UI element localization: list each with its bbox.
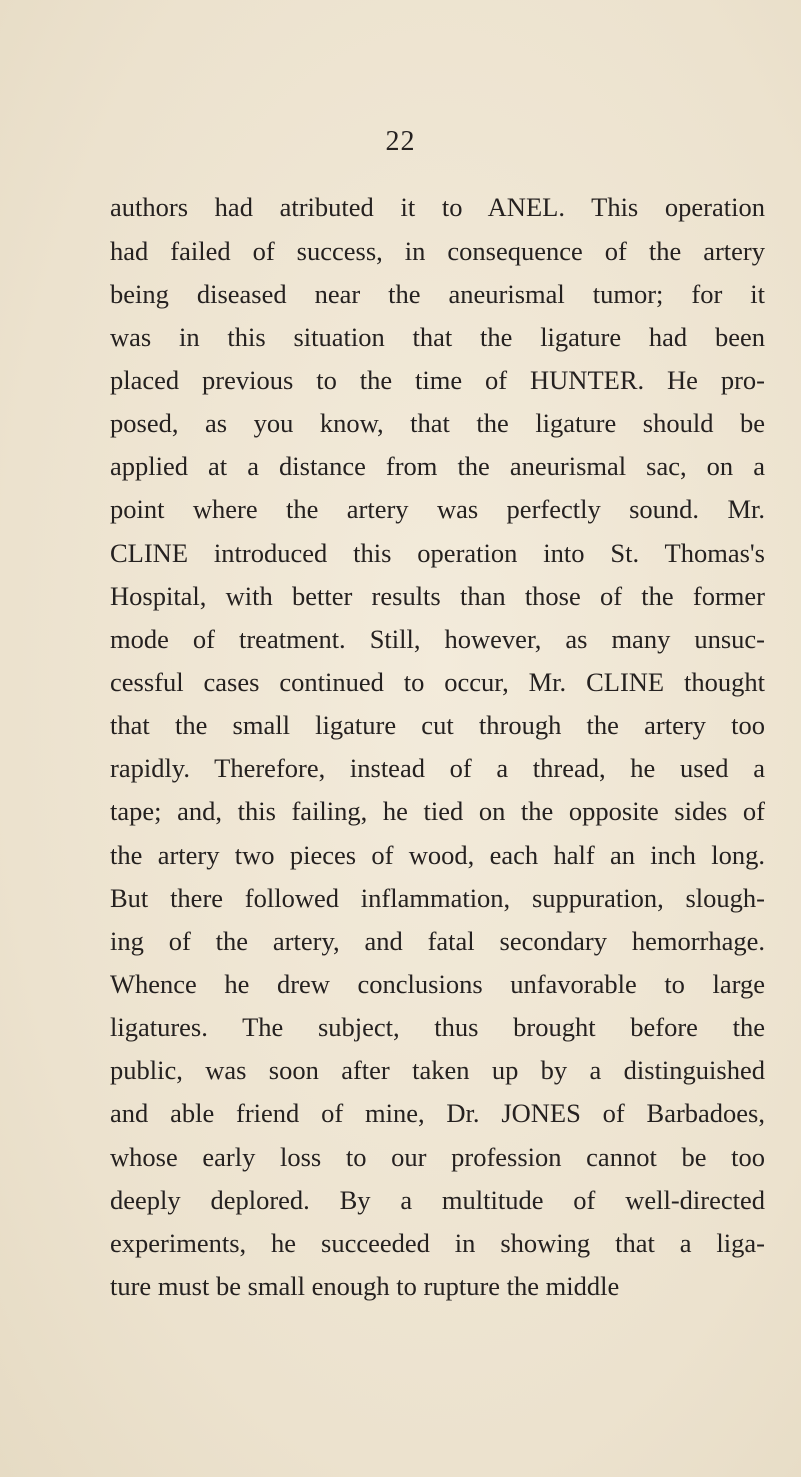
text-line: public, was soon after taken up by a distinguished (110, 1055, 765, 1085)
text-line: But there followed inflammation, suppuration, slough- (110, 883, 765, 913)
text-line: had failed of success, in consequence of the artery (110, 236, 765, 266)
text-line: being diseased near the aneurismal tumor; for it (110, 279, 765, 309)
text-line: ligatures. The subject, thus brought before the (110, 1012, 765, 1042)
text-line: the artery two pieces of wood, each half an inch long. (110, 840, 765, 870)
text-line: was in this situation that the ligature had been (110, 322, 765, 352)
text-line: placed previous to the time of HUNTER. He pro- (110, 365, 765, 395)
text-line: ture must be small enough to rupture the middle (110, 1271, 620, 1301)
text-line: experiments, he succeeded in showing that a liga- (110, 1228, 765, 1258)
text-line: mode of treatment. Still, however, as many unsuc- (110, 624, 765, 654)
text-line: posed, as you know, that the ligature should be (110, 408, 765, 438)
page-number: 22 (385, 126, 416, 157)
text-line: ing of the artery, and fatal secondary hemorrhage. (110, 926, 765, 956)
text-line: Hospital, with better results than those of the former (110, 581, 765, 611)
text-line: deeply deplored. By a multitude of well-directed (110, 1185, 765, 1215)
text-line: cessful cases continued to occur, Mr. CLINE thought (110, 667, 765, 697)
text-line: rapidly. Therefore, instead of a thread, he used a (110, 753, 765, 783)
text-line: authors had atributed it to ANEL. This operation (110, 192, 765, 222)
text-line: whose early loss to our profession cannot be too (110, 1142, 765, 1172)
text-line: point where the artery was perfectly sound. Mr. (110, 494, 765, 524)
text-line: Whence he drew conclusions unfavorable to large (110, 969, 765, 999)
text-line: that the small ligature cut through the artery too (110, 710, 765, 740)
text-line: CLINE introduced this operation into St. Thomas's (110, 538, 765, 568)
text-line: applied at a distance from the aneurismal sac, on a (110, 451, 765, 481)
text-line: tape; and, this failing, he tied on the opposite sides of (110, 796, 765, 826)
text-line: and able friend of mine, Dr. JONES of Barbadoes, (110, 1098, 765, 1128)
